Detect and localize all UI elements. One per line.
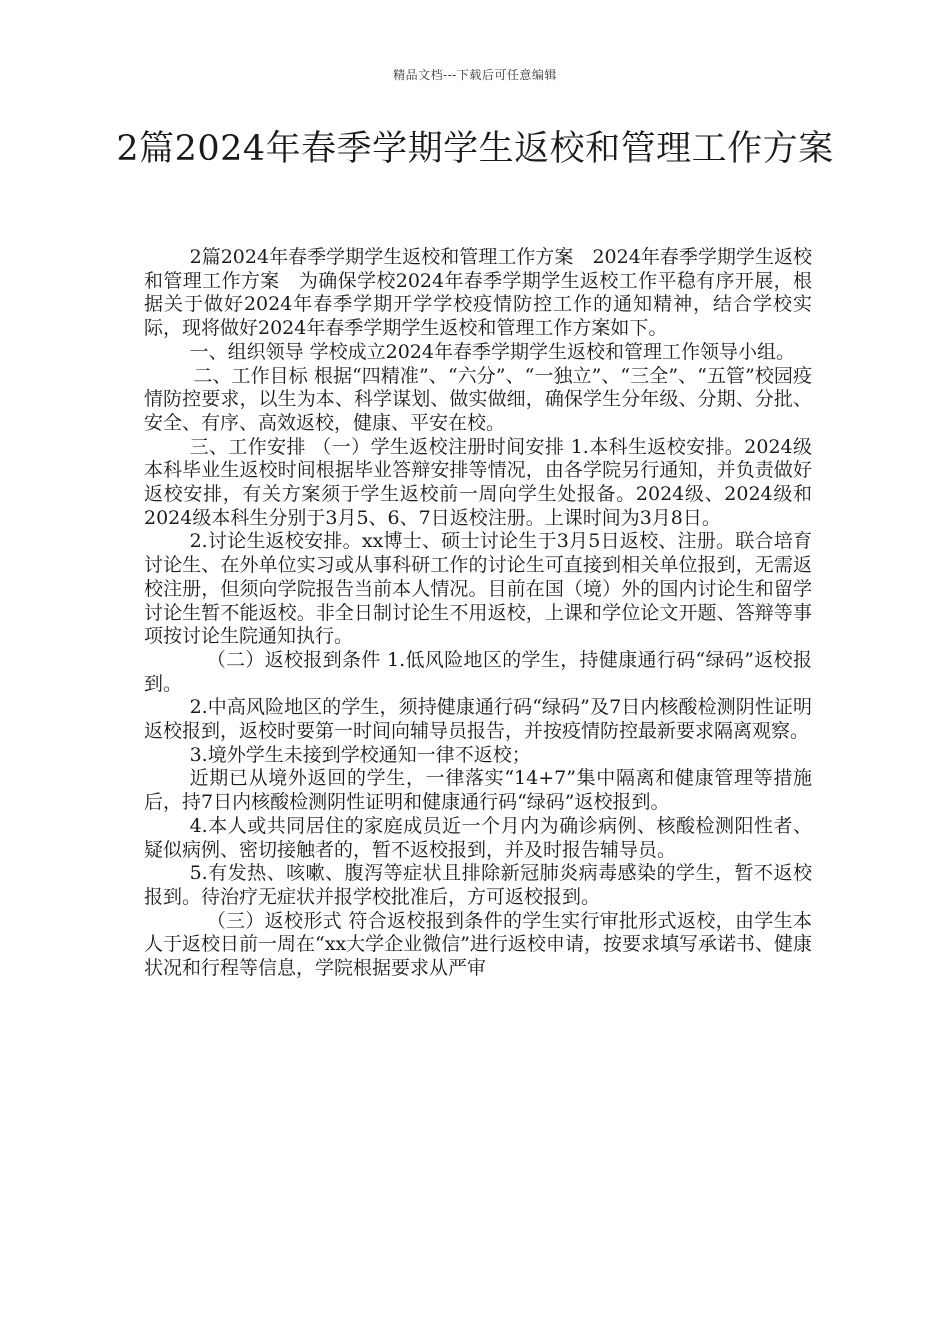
paragraph-medium-high-risk: 2.中高风险地区的学生，须持健康通行码“绿码”及7日内核酸检测阴性证明返校报到，返校时要第一时间向辅导员报告，并按疫情防控最新要求隔离观察。 <box>144 696 812 743</box>
paragraph-goals: 二、工作目标 根据“四精准”、“六分”、“一独立”、“三全”、“五管”校园疫情防控要求，以生为本、科学谋划、做实做细，确保学生分年级、分期、分批、安全、有序、高效返校，健康、平安在校。 <box>144 364 812 434</box>
paragraph-close-contact: 4.本人或共同居住的家庭成员近一个月内为确诊病例、核酸检测阳性者、疑似病例、密切接触者的，暂不返校报到，并及时报告辅导员。 <box>144 814 812 861</box>
document-body <box>144 246 812 981</box>
paragraph-recent-return: 近期已从境外返回的学生，一律落实“14+7”集中隔离和健康管理等措施后，持7日内核酸检测阴性证明和健康通行码“绿码”返校报到。 <box>144 767 812 814</box>
paragraph-return-form: （三）返校形式 符合返校报到条件的学生实行审批形式返校，由学生本人于返校日前一周在“xx大学企业微信”进行返校申请，按要求填写承诺书、健康状况和行程等信息，学院根据要求从严审 <box>144 909 812 980</box>
paragraph-symptoms: 5.有发热、咳嗽、腹泻等症状且排除新冠肺炎病毒感染的学生，暂不返校报到。待治疗无症状并报学校批准后，方可返校报到。 <box>144 862 812 908</box>
paragraph-organization: 一、组织领导 学校成立2024年春季学期学生返校和管理工作领导小组。 <box>189 340 795 363</box>
paragraph-conditions: （二）返校报到条件 1.低风险地区的学生，持健康通行码“绿码”返校报到。 <box>144 648 812 695</box>
paragraph-intro: 2篇2024年春季学期学生返校和管理工作方案 2024年春季学期学生返校和管理工作方案 为确保学校2024年春季学期学生返校工作平稳有序开展，根据关于做好2024年春季学期开学学校疫情防控工作的通知精神，结合学校实际，现将做好2024年春季学期学生返校和管理工作方案如下。 <box>144 246 812 340</box>
paragraph-overseas: 3.境外学生未接到学校通知一律不返校； <box>189 743 531 766</box>
document-title: 2篇2024年春季学期学生返校和管理工作方案 <box>116 129 834 169</box>
paragraph-graduate-return: 2.讨论生返校安排。xx博士、硕士讨论生于3月5日返校、注册。联合培育讨论生、在外单位实习或从事科研工作的讨论生可直接到相关单位报到，无需返校注册，但须向学院报告当前本人情况。目前在国（境）外的国内讨论生和留学讨论生暂不能返校。非全日制讨论生不用返校，上课和学位论文开题、答辩等事项按讨论生院通知执行。 <box>144 530 812 648</box>
header-note: 精品文档---下载后可任意编辑 <box>393 68 557 82</box>
paragraph-arrangement: 三、工作安排 （一）学生返校注册时间安排 1.本科生返校安排。2024级本科毕业生返校时间根据毕业答辩安排等情况，由各学院另行通知，并负责做好返校安排，有关方案须于学生返校前一周向学生处报备。2024级、2024级和2024级本科生分别于3月5、6、7日返校注册。上课时间为3月8日。 <box>144 435 812 529</box>
